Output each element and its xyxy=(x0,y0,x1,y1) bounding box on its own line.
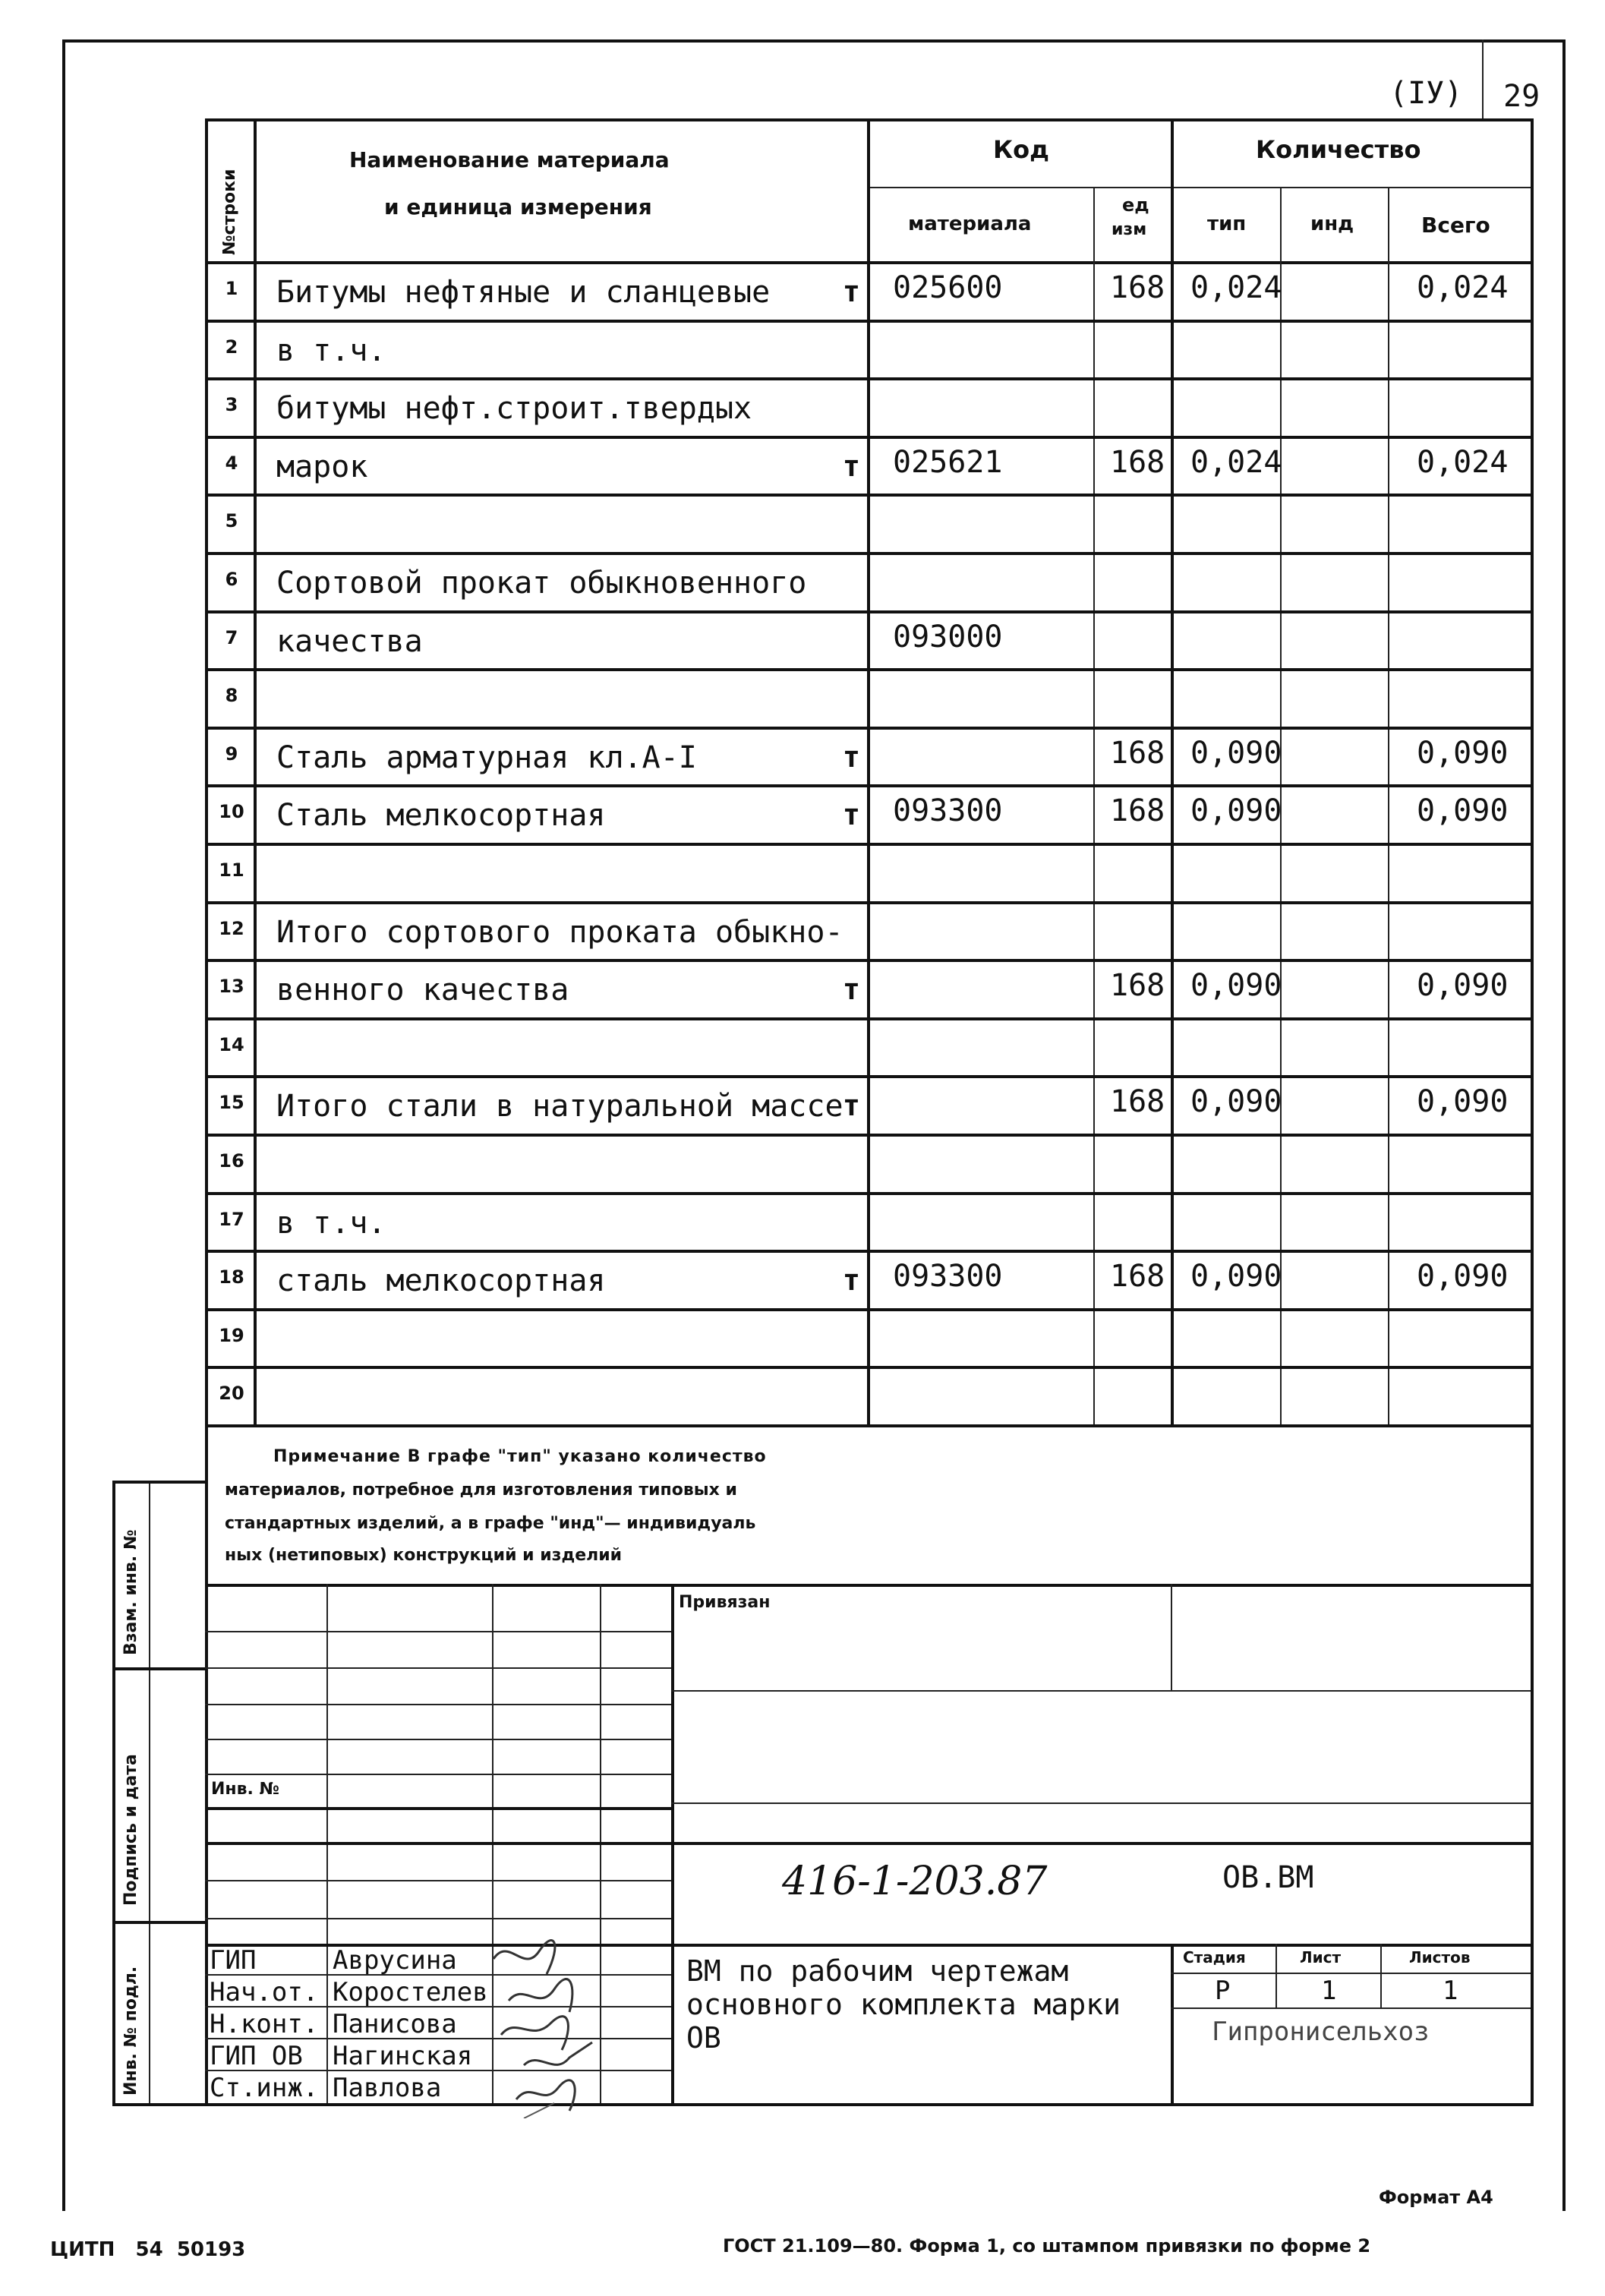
stage-label: Стадия xyxy=(1183,1948,1246,1966)
row-separator xyxy=(205,1134,1534,1137)
frame-top xyxy=(62,39,1566,43)
qty-typ: 0,090 xyxy=(1190,968,1282,1004)
signatory-role: ГИП xyxy=(210,1945,257,1976)
stamp-bottom xyxy=(205,2103,1534,2106)
privyazan-bottom xyxy=(671,1690,1531,1692)
row-number: 3 xyxy=(225,394,238,416)
header-qty-ind: инд xyxy=(1310,213,1354,235)
material-name: Итого стали в натуральной массе xyxy=(276,1089,843,1124)
frame-right xyxy=(1562,39,1566,2211)
signatory-name: Павлова xyxy=(333,2073,442,2103)
material-code: 093300 xyxy=(893,793,1003,829)
material-name: качества xyxy=(276,623,423,659)
note-line1: Примечание В графе "тип" указано количество xyxy=(273,1447,767,1466)
sig-grid-h7 xyxy=(205,1918,671,1919)
row-separator xyxy=(205,494,1534,497)
side-strip-right xyxy=(205,1424,208,2103)
qty-typ: 0,090 xyxy=(1190,1259,1282,1295)
table-right-border xyxy=(1531,118,1534,1424)
row-separator xyxy=(205,1424,1534,1427)
material-unit: т xyxy=(843,1263,860,1298)
row-number: 7 xyxy=(225,626,238,648)
unit-code: 168 xyxy=(1110,270,1165,305)
note-line4: ных (нетиповых) конструкций и изделий xyxy=(225,1546,623,1565)
side-strip-div1 xyxy=(112,1667,205,1670)
signatures-scribble xyxy=(478,1929,645,2118)
header-name-line1: Наименование материала xyxy=(349,147,670,172)
title-line2: основного комплекта марки xyxy=(686,1988,1121,2021)
col-divider-name xyxy=(867,118,870,1424)
publisher-code: ЦИТП 54 50193 xyxy=(50,2238,246,2261)
stamp-lower-top xyxy=(205,1842,1531,1845)
material-unit: т xyxy=(843,740,860,774)
row-number: 13 xyxy=(219,976,244,998)
row-number: 15 xyxy=(219,1092,244,1114)
format-label: Формат А4 xyxy=(1379,2187,1493,2208)
row-number: 16 xyxy=(219,1150,244,1172)
stage-div1 xyxy=(1275,1944,1277,2007)
row-separator xyxy=(205,320,1534,323)
signatory-name: Коростелев xyxy=(333,1977,488,2007)
material-unit: т xyxy=(843,798,860,832)
stage-h2 xyxy=(1171,2007,1531,2009)
header-row-no: №строки xyxy=(220,169,239,255)
qty-typ: 0,090 xyxy=(1190,735,1282,771)
side-strip-left xyxy=(112,1481,115,2103)
row-separator xyxy=(205,668,1534,671)
row-separator xyxy=(205,959,1534,962)
row-number: 17 xyxy=(219,1208,244,1230)
row-number: 4 xyxy=(225,452,238,474)
header-code: Код xyxy=(993,135,1049,164)
title-line1: ВМ по рабочим чертежам xyxy=(686,1954,1069,1988)
sig-grid-h2 xyxy=(205,1667,671,1669)
subheader-line xyxy=(867,187,1534,188)
frame-left xyxy=(62,39,65,2211)
inv-no-label: Инв. № xyxy=(211,1780,280,1799)
material-name: Итого сортового проката обыкно- xyxy=(276,914,843,950)
signatory-name: Панисова xyxy=(333,2009,457,2039)
header-unit-line2: изм xyxy=(1112,220,1147,239)
col-divider-code xyxy=(1093,187,1095,1424)
stamp-top xyxy=(205,1584,1534,1587)
qty-total: 0,090 xyxy=(1417,1084,1509,1120)
header-qty-total: Всего xyxy=(1421,213,1490,238)
col-divider-rownum xyxy=(254,118,257,1424)
row-number: 6 xyxy=(225,569,238,590)
row-number: 20 xyxy=(219,1383,244,1405)
row-separator xyxy=(205,1017,1534,1020)
table-left-border xyxy=(205,118,208,1424)
unit-code: 168 xyxy=(1110,968,1165,1004)
sig-grid-h5 xyxy=(205,1774,671,1775)
qty-total: 0,090 xyxy=(1417,735,1509,771)
header-qty-typ: тип xyxy=(1207,213,1247,235)
org-name: Гипронисельхоз xyxy=(1212,2017,1430,2047)
sheets-label: Листов xyxy=(1409,1948,1471,1966)
header-code-material: материала xyxy=(908,213,1032,235)
material-name: сталь мелкосортная xyxy=(276,1263,606,1299)
row-separator xyxy=(205,843,1534,846)
row-separator xyxy=(205,377,1534,380)
note-line3: стандартных изделий, а в графе "инд"— индивидуаль xyxy=(225,1514,756,1533)
material-name: Сортовой прокат обыкновенного xyxy=(276,566,807,601)
material-code: 025621 xyxy=(893,444,1003,480)
sheet-value: 1 xyxy=(1321,1976,1337,2006)
signatory-role: ГИП ОВ xyxy=(210,2041,303,2071)
qty-typ: 0,024 xyxy=(1190,444,1282,480)
row-number: 12 xyxy=(219,917,244,939)
stage-div2 xyxy=(1380,1944,1382,2007)
standard-note: ГОСТ 21.109—80. Форма 1, со штампом привязки по форме 2 xyxy=(723,2235,1371,2257)
stage-block-left xyxy=(1171,1944,1174,2103)
title-line3: ОВ xyxy=(686,2021,721,2055)
qty-typ: 0,090 xyxy=(1190,1084,1282,1120)
privyazan-label: Привязан xyxy=(679,1593,771,1612)
page-number: 29 xyxy=(1503,79,1540,114)
stamp-right xyxy=(1531,1424,1534,2103)
privyazan-right xyxy=(1171,1584,1172,1690)
material-name: Битумы нефтяные и сланцевые xyxy=(276,275,771,310)
qty-typ: 0,090 xyxy=(1190,793,1282,829)
material-name: венного качества xyxy=(276,973,569,1008)
material-unit: т xyxy=(843,973,860,1007)
sig-grid-h6 xyxy=(205,1880,671,1881)
sig-grid-h4 xyxy=(205,1739,671,1740)
material-unit: т xyxy=(843,1089,860,1123)
qty-total: 0,090 xyxy=(1417,968,1509,1004)
col-divider-unit xyxy=(1171,118,1174,1424)
side-strip-mid xyxy=(149,1481,150,2103)
side-label-podpis: Подпись и дата xyxy=(121,1754,140,1906)
stage-h1 xyxy=(1171,1973,1531,1974)
material-unit: т xyxy=(843,275,860,308)
row-separator xyxy=(205,784,1534,787)
material-code: 093000 xyxy=(893,619,1003,654)
corner-mark: (IУ) xyxy=(1389,76,1463,111)
material-name: Сталь арматурная кл.А-I xyxy=(276,740,697,775)
header-quantity: Количество xyxy=(1256,135,1421,164)
material-name: в т.ч. xyxy=(276,333,386,368)
qty-total: 0,024 xyxy=(1417,444,1509,480)
upper-field-line xyxy=(671,1802,1531,1804)
signatory-role: Н.конт. xyxy=(210,2009,319,2039)
material-name: Сталь мелкосортная xyxy=(276,798,606,834)
row-separator xyxy=(205,610,1534,613)
qty-total: 0,024 xyxy=(1417,270,1509,305)
unit-code: 168 xyxy=(1110,444,1165,480)
sig-grid-h1 xyxy=(205,1631,671,1632)
unit-code: 168 xyxy=(1110,793,1165,829)
row-number: 11 xyxy=(219,859,244,881)
row-number: 9 xyxy=(225,743,238,765)
row-number: 10 xyxy=(219,801,244,823)
row-number: 14 xyxy=(219,1033,244,1055)
row-number: 18 xyxy=(219,1266,244,1288)
material-name: марок xyxy=(276,449,368,484)
col-divider-ind xyxy=(1388,187,1389,1424)
sheet-label: Лист xyxy=(1300,1948,1342,1966)
inv-no-line xyxy=(205,1807,671,1810)
unit-code: 168 xyxy=(1110,735,1165,771)
qty-typ: 0,024 xyxy=(1190,270,1282,305)
row-separator xyxy=(205,1366,1534,1369)
sig-grid-h3 xyxy=(205,1704,671,1705)
material-code: 093300 xyxy=(893,1259,1003,1295)
qty-total: 0,090 xyxy=(1417,1259,1509,1295)
row-number: 2 xyxy=(225,336,238,358)
doc-code: 416-1-203.87 xyxy=(782,1859,1048,1904)
qty-total: 0,090 xyxy=(1417,793,1509,829)
row-separator xyxy=(205,436,1534,439)
signatory-name: Нагинская xyxy=(333,2041,473,2071)
side-label-inv-podl: Инв. № подл. xyxy=(121,1966,140,2096)
side-strip-div2 xyxy=(112,1921,205,1924)
side-strip-bottom xyxy=(112,2103,205,2106)
header-unit-line1: ед xyxy=(1122,194,1149,216)
row-separator xyxy=(205,1192,1534,1195)
header-name-line2: и единица измерения xyxy=(384,194,652,219)
unit-code: 168 xyxy=(1110,1084,1165,1120)
row-number: 5 xyxy=(225,510,238,532)
doc-mark: ОВ.ВМ xyxy=(1222,1860,1314,1895)
row-separator xyxy=(205,1075,1534,1078)
row-number: 1 xyxy=(225,278,238,299)
row-separator xyxy=(205,552,1534,555)
row-number: 19 xyxy=(219,1324,244,1346)
unit-code: 168 xyxy=(1110,1259,1165,1295)
stage-value: Р xyxy=(1215,1976,1231,2006)
material-name: битумы нефт.строит.твердых xyxy=(276,391,752,427)
row-number: 8 xyxy=(225,685,238,707)
signatory-role: Нач.от. xyxy=(210,1977,319,2007)
row-separator xyxy=(205,1308,1534,1311)
material-unit: т xyxy=(843,449,860,483)
material-code: 025600 xyxy=(893,270,1003,305)
sheets-value: 1 xyxy=(1443,1976,1458,2006)
note-line2: материалов, потребное для изготовления типовых и xyxy=(225,1481,737,1500)
row-separator xyxy=(205,901,1534,904)
row-separator xyxy=(205,1250,1534,1253)
side-strip-top xyxy=(112,1481,205,1484)
material-name: в т.ч. xyxy=(276,1205,386,1241)
signatory-role: Ст.инж. xyxy=(210,2073,319,2103)
page-number-box-divider xyxy=(1482,39,1484,120)
row-separator xyxy=(205,727,1534,730)
signatory-name: Аврусина xyxy=(333,1945,457,1976)
side-label-vzam: Взам. инв. № xyxy=(121,1529,140,1655)
